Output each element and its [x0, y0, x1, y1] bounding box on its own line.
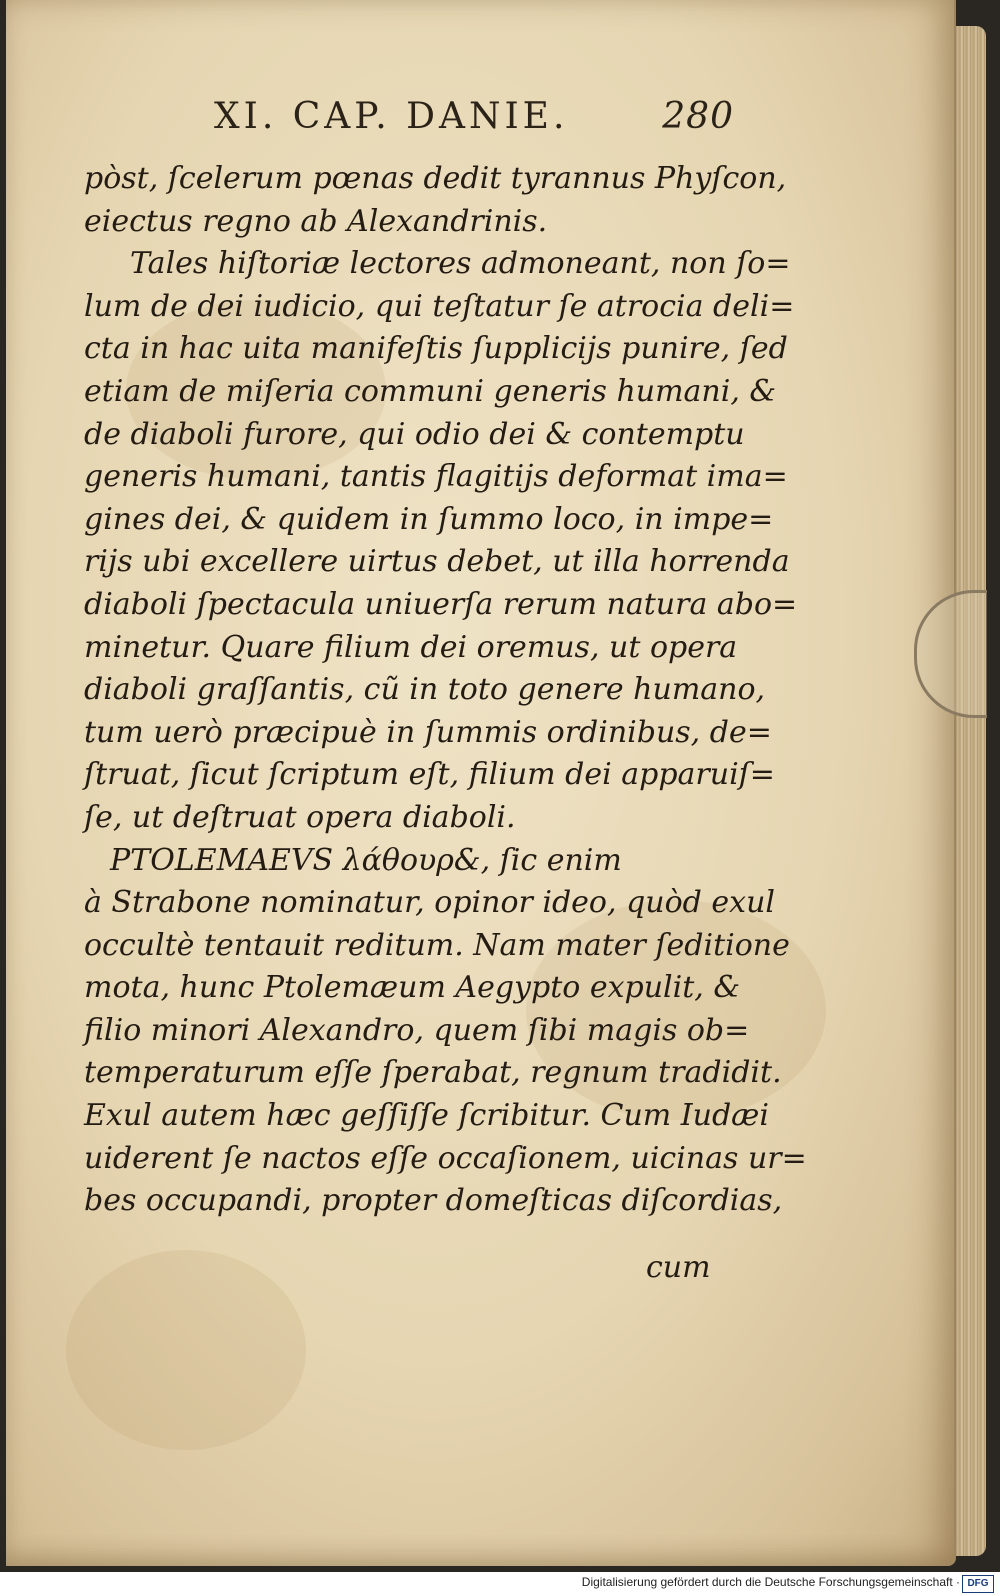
body-text — [84, 158, 807, 1223]
text-line: etiam de miſeria communi generis humani, & — [84, 373, 777, 409]
book-page — [6, 0, 956, 1566]
running-head — [214, 96, 734, 140]
text-line: diaboli graſſantis, cũ in toto genere humano, — [84, 672, 766, 708]
running-head-title: XI. CAP. DANIE. — [214, 96, 569, 137]
text-line: lum de dei iudicio, qui teſtatur ſe atrocia deli= — [84, 288, 795, 324]
paper-stain — [66, 1250, 306, 1450]
text-line: eiectus regno ab Alexandrinis. — [84, 203, 548, 239]
text-line: ſtruat, ſicut ſcriptum eſt, filium dei apparuiſ= — [84, 757, 775, 793]
text-line: bes occupandi, propter domeſticas diſcordias, — [84, 1183, 783, 1219]
text-line: minetur. Quare filium dei oremus, ut opera — [84, 629, 738, 665]
text-line: filio minori Alexandro, quem ſibi magis ob= — [84, 1012, 750, 1048]
text-line: pòst, ſcelerum pœnas dedit tyrannus Phyſcon, — [84, 161, 787, 196]
dfg-logo-icon: DFG — [962, 1575, 994, 1593]
text-line: uiderent ſe nactos eſſe occaſionem, uicinas ur= — [84, 1140, 807, 1176]
catchword: cum — [646, 1250, 711, 1285]
text-line: rijs ubi excellere uirtus debet, ut illa horrenda — [84, 544, 790, 580]
text-line: de diaboli furore, qui odio dei & contemptu — [84, 416, 745, 452]
page-number: 280 — [662, 96, 734, 137]
text-line: occultè tentauit reditum. Nam mater ſeditione — [84, 927, 790, 963]
text-line: Exul autem hæc geſſiſſe ſcribitur. Cum Iudæi — [84, 1098, 769, 1134]
text-line: diaboli ſpectacula uniuerſa rerum natura abo= — [84, 586, 798, 622]
funding-credit: Digitalisierung gefördert durch die Deutsche Forschungsgemeinschaft · — [581, 1575, 960, 1589]
text-line: cta in hac uita manifeſtis ſupplicijs punire, ſed — [84, 331, 788, 367]
text-line: generis humani, tantis flagitijs deformat ima= — [84, 459, 788, 495]
text-line: gines dei, & quidem in ſummo loco, in impe= — [84, 501, 774, 537]
text-line: Tales hiſtoriæ lectores admoneant, non ſo= — [130, 246, 791, 282]
text-line: ſe, ut deſtruat opera diaboli. — [84, 799, 516, 835]
text-line: temperaturum eſſe ſperabat, regnum tradidit. — [84, 1055, 782, 1091]
text-line: à Strabone nominatur, opinor ideo, quòd exul — [84, 885, 775, 921]
text-line: tum uerò præcipuè in ſummis ordinibus, de= — [84, 714, 772, 750]
text-line: mota, hunc Ptolemæum Aegypto expulit, & — [84, 970, 741, 1006]
footer-bar — [0, 1572, 1000, 1596]
text-line: PTOLEMAEVS λάθουρ&, ſic enim — [110, 842, 622, 878]
